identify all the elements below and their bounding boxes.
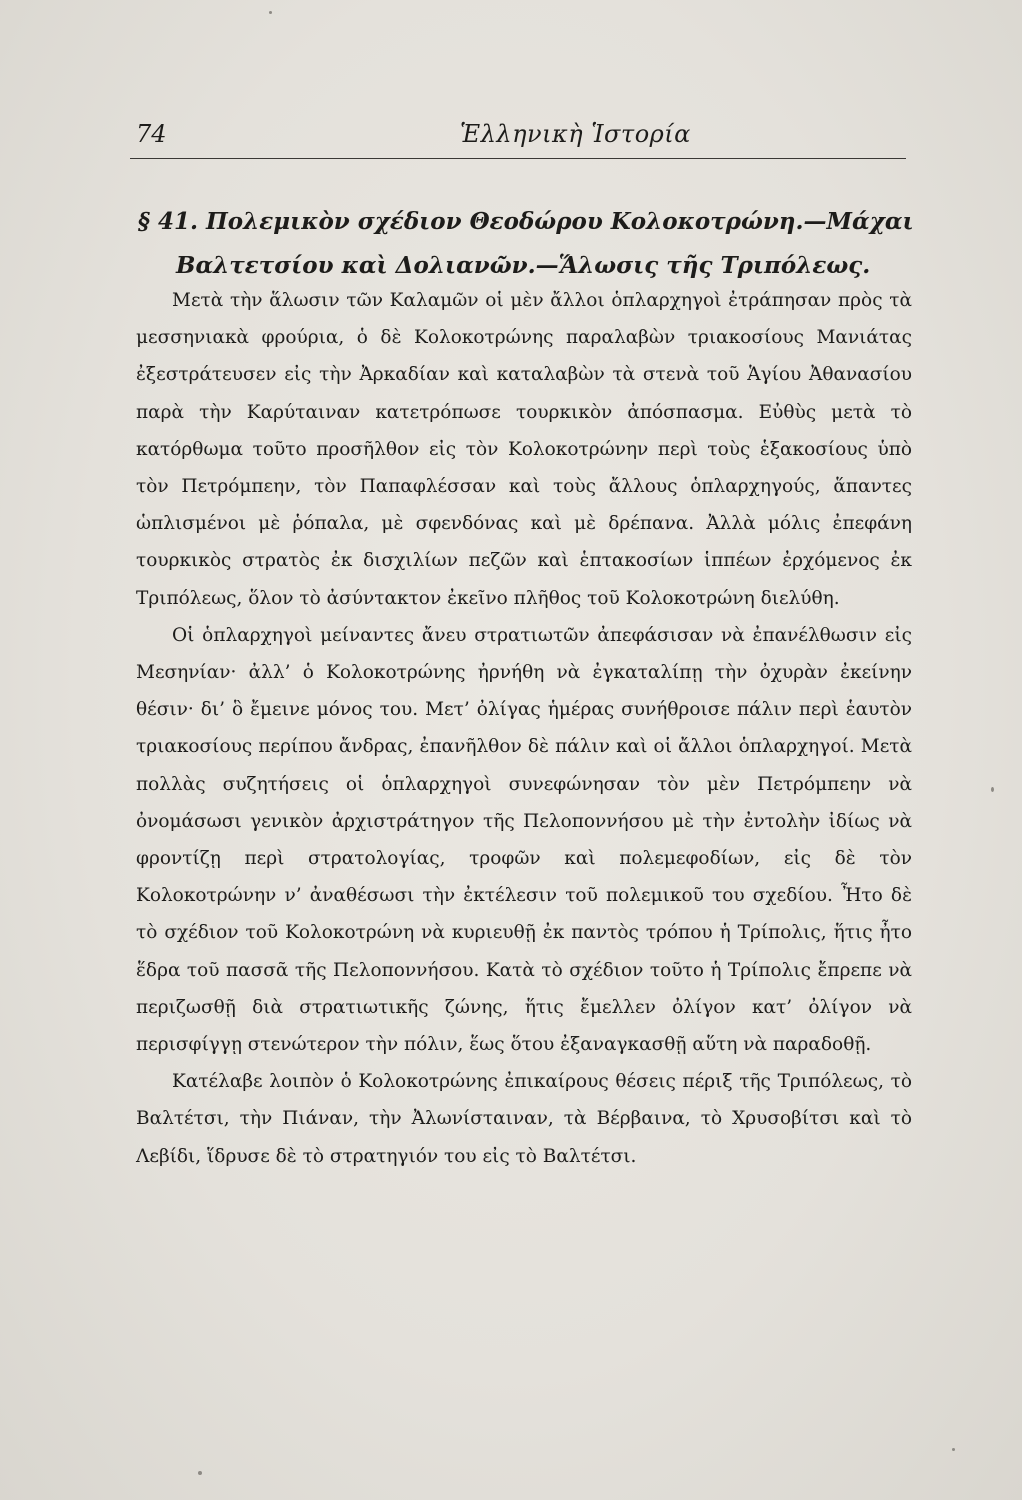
- running-title: Ἑλληνικὴ Ἱστορία: [460, 120, 691, 148]
- running-head: [130, 118, 906, 159]
- section-heading: [138, 200, 928, 288]
- paper-speck: [198, 1471, 202, 1475]
- section-heading-line-1: § 41. Πολεμικὸν σχέδιον Θεοδώρου Κολοκοτρώνη.—Μάχαι: [138, 208, 914, 235]
- body-text: [136, 282, 912, 1175]
- paragraph-3: Κατέλαβε λοιπὸν ὁ Κολοκοτρώνης ἐπικαίρους θέσεις πέριξ τῆς Τριπόλεως, τὸ Βαλτέτσι, τὴν Πιάναν, τὴν Ἀλωνίσταιναν, τὰ Βέρβαινα, τὸ Χρυσοβίτσι καὶ τὸ Λεβίδι, ἵδρυσε δὲ τὸ στρατηγιόν του εἰς τὸ Βαλτέτσι.: [136, 1071, 912, 1167]
- page-number: 74: [136, 120, 167, 148]
- paper-speck: [952, 1448, 955, 1451]
- paper-speck: [269, 11, 272, 14]
- paragraph-2: Οἱ ὁπλαρχηγοὶ μείναντες ἄνευ στρατιωτῶν ἀπεφάσισαν νὰ ἐπανέλθωσιν εἰς Μεσηνίαν· ἀλλ’ ὁ Κολοκοτρώνης ἠρνήθη νὰ ἐγκαταλίπῃ τὴν ὀχυρὰν ἐκείνην θέσιν· δι’ ὃ ἔμεινε μόνος του. Μετ’ ὀλίγας ἡμέρας συνήθροισε πάλιν περὶ ἑαυτὸν τριακοσίους περίπου ἄνδρας, ἐπανῆλθον δὲ πάλιν καὶ οἱ ἄλλοι ὁπλαρχηγοί. Μετὰ πολλὰς συζητήσεις οἱ ὁπλαρχηγοὶ συνεφώνησαν τὸν μὲν Πετρόμπεην νὰ ὀνομάσωσι γενικὸν ἀρχιστράτηγον τῆς Πελοποννήσου μὲ τὴν ἐντολὴν ἰδίως νὰ φροντίζῃ περὶ στρατολογίας, τροφῶν καὶ πολεμεφοδίων, εἰς δὲ τὸν Κολοκοτρώνην ν’ ἀναθέσωσι τὴν ἐκτέλεσιν τοῦ πολεμικοῦ του σχεδίου. Ἦτο δὲ τὸ σχέδιον τοῦ Κολοκοτρώνη νὰ κυριευθῇ ἐκ παντὸς τρόπου ἡ Τρίπολις, ἥτις ἦτο ἕδρα τοῦ πασσᾶ τῆς Πελοποννήσου. Κατὰ τὸ σχέδιον τοῦτο ἡ Τρίπολις ἔπρεπε νὰ περιζωσθῇ διὰ στρατιωτικῆς ζώνης, ἥτις ἔμελλεν ὀλίγον κατ’ ὀλίγον νὰ περισφίγγῃ στενώτερον τὴν πόλιν, ἕως ὅτου ἐξαναγκασθῇ αὕτη νὰ παραδοθῇ.: [136, 624, 912, 1056]
- section-heading-line-2: Βαλτετσίου καὶ Δολιανῶν.—Ἅλωσις τῆς Τριπόλεως.: [176, 252, 871, 279]
- paragraph-1: Μετὰ τὴν ἅλωσιν τῶν Καλαμῶν οἱ μὲν ἄλλοι ὁπλαρχηγοὶ ἐτράπησαν πρὸς τὰ μεσσηνιακὰ φρούρια, ὁ δὲ Κολοκοτρώνης παραλαβὼν τριακοσίους Μανιάτας ἐξεστράτευσεν εἰς τὴν Ἀρκαδίαν καὶ καταλαβὼν τὰ στενὰ τοῦ Ἁγίου Ἀθανασίου παρὰ τὴν Καρύταιναν κατετρόπωσε τουρκικὸν ἀπόσπασμα. Εὐθὺς μετὰ τὸ κατόρθωμα τοῦτο προσῆλθον εἰς τὸν Κολοκοτρώνην περὶ τοὺς ἑξακοσίους ὑπὸ τὸν Πετρόμπεην, τὸν Παπαφλέσσαν καὶ τοὺς ἄλλους ὁπλαρχηγούς, ἅπαντες ὡπλισμένοι μὲ ῥόπαλα, μὲ σφενδόνας καὶ μὲ δρέπανα. Ἀλλὰ μόλις ἐπεφάνη τουρκικὸς στρατὸς ἐκ δισχιλίων πεζῶν καὶ ἑπτακοσίων ἱππέων ἐρχόμενος ἐκ Τριπόλεως, ὅλον τὸ ἀσύντακτον ἐκεῖνο πλῆθος τοῦ Κολοκοτρώνη διελύθη.: [136, 290, 912, 609]
- paper-speck: [991, 787, 994, 792]
